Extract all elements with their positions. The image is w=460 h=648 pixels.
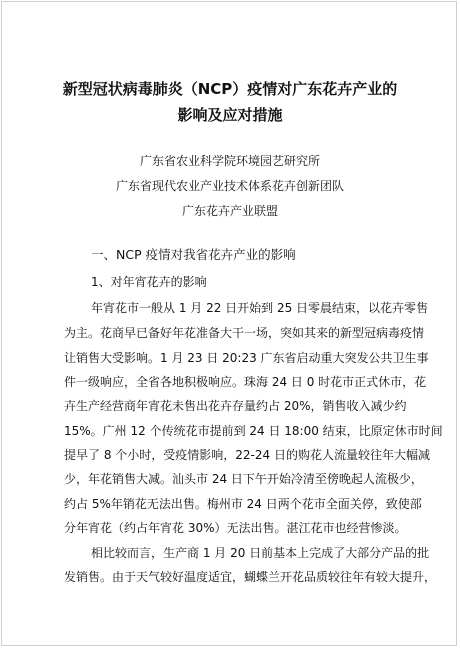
paragraph-1-line: 为主。花商早已备好年花准备大干一场，突如其来的新型冠病毒疫情 [64, 326, 425, 340]
affiliation-3: 广东花卉产业联盟 [181, 204, 278, 218]
document-title-line-2: 影响及应对措施 [177, 106, 283, 124]
paragraph-1-line: 分年宵花（约占年宵花 30%）无法出售。湛江花市也经营惨淡。 [64, 521, 407, 535]
section-heading: 一、NCP 疫情对我省花卉产业的影响 [91, 247, 296, 262]
paragraph-2-line: 发销售。由于天气较好温度适宜，蝴蝶兰开花品质较往年有较大提升， [64, 570, 437, 584]
subsection-heading: 1、对年宵花卉的影响 [91, 275, 207, 289]
paragraph-1-line: 提早了 8 个小时，受疫情影响，22-24 日的购花人流量较往年大幅减 [64, 448, 430, 462]
affiliation-2: 广东省现代农业产业技术体系花卉创新团队 [115, 179, 344, 193]
paragraph-1-line: 年宵花市一般从 1 月 22 日开始到 25 日零晨结束，以花卉零售 [91, 301, 429, 315]
paragraph-1-line: 约占 5%年销花无法出售。梅州市 24 日两个花市全面关停，致使部 [64, 497, 422, 511]
affiliation-1: 广东省农业科学院环境园艺研究所 [139, 154, 320, 168]
paragraph-2-line: 相比较而言，生产商 1 月 20 日前基本上完成了大部分产品的批 [91, 546, 430, 560]
paragraph-1-line: 卉生产经营商年宵花未售出花卉存量约占 20%，销售收入减少约 [64, 399, 407, 413]
paragraph-1-line: 少，年花销售大减。汕头市 24 日下午开始冷清至傍晚起人流极少， [64, 472, 423, 486]
paragraph-1-line: 15%。广州 12 个传统花市提前到 24 日 18:00 结束，比原定休市时间 [64, 424, 443, 438]
paragraph-1-line: 让销售大受影响。1 月 23 日 20:23 广东省启动重大突发公共卫生事 [64, 351, 429, 365]
document-title-line-1: 新型冠状病毒肺炎（NCP）疫情对广东花卉产业的 [62, 80, 398, 98]
paragraph-1-line: 件一级响应，全省各地积极响应。珠海 24 日 0 时花市正式休市，花 [64, 375, 427, 389]
